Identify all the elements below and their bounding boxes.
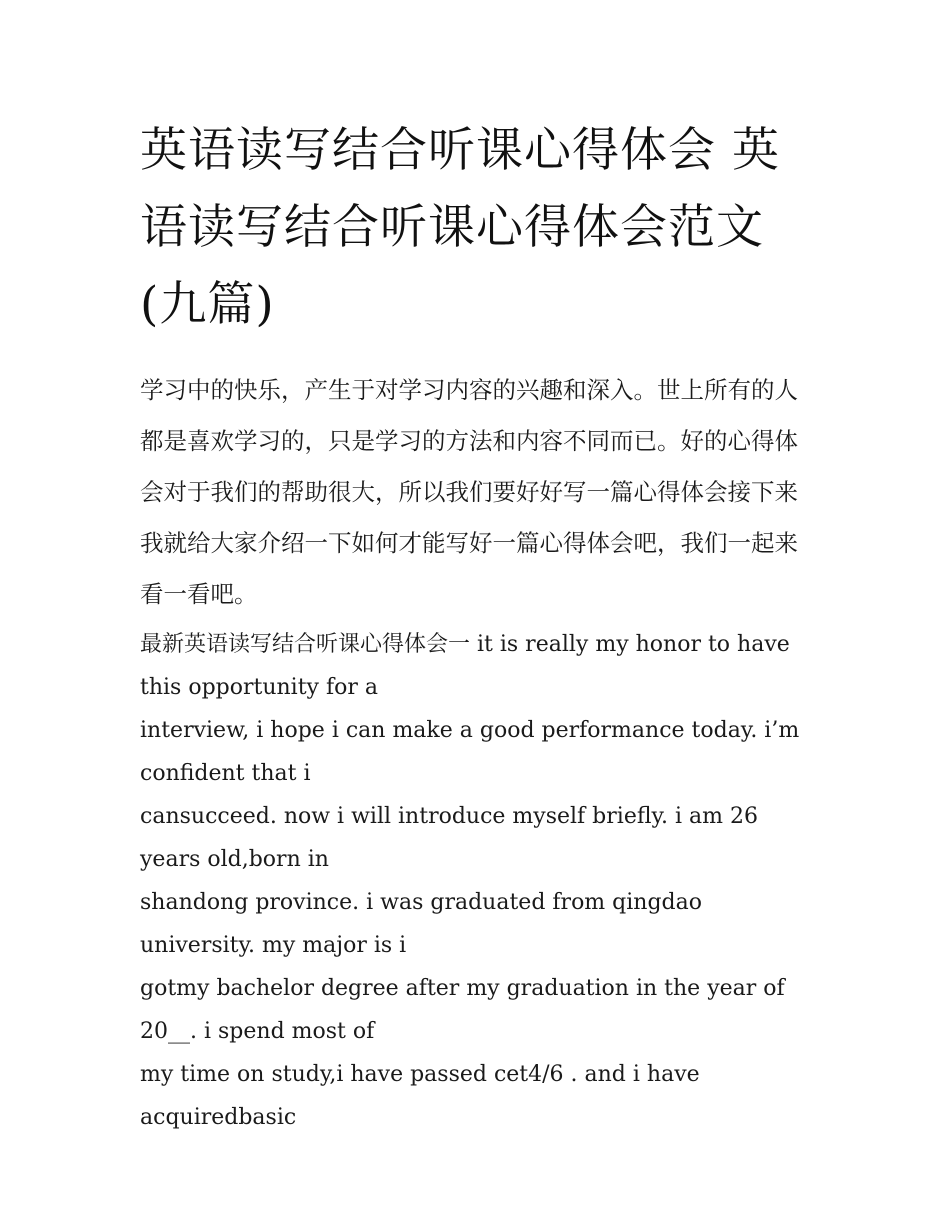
body-line: interview, i hope i can make a good performance today. i’m confident that i bbox=[140, 718, 800, 786]
body-line: my time on study,i have passed cet4/6 . and i have acquiredbasic bbox=[140, 1062, 700, 1130]
body-line: gotmy bachelor degree after my graduation in the year of 20__. i spend most of bbox=[140, 976, 785, 1044]
document-title: 英语读写结合听课心得体会 英语读写结合听课心得体会范文(九篇) bbox=[140, 123, 780, 332]
body-line: cansucceed. now i will introduce myself briefly. i am 26 years old,born in bbox=[140, 804, 758, 872]
body-text bbox=[140, 623, 812, 1139]
body-line: 最新英语读写结合听课心得体会一 it is really my honor to have this opportunity for a bbox=[140, 632, 790, 700]
document-page bbox=[140, 112, 812, 1139]
body-line: shandong province. i was graduated from qingdao university. my major is i bbox=[140, 890, 702, 958]
intro-paragraph: 学习中的快乐，产生于对学习内容的兴趣和深入。世上所有的人都是喜欢学习的，只是学习的方法和内容不同而已。好的心得体会对于我们的帮助很大，所以我们要好好写一篇心得体会接下来我就给大家介绍一下如何才能写好一篇心得体会吧，我们一起来看一看吧。 bbox=[140, 376, 798, 608]
